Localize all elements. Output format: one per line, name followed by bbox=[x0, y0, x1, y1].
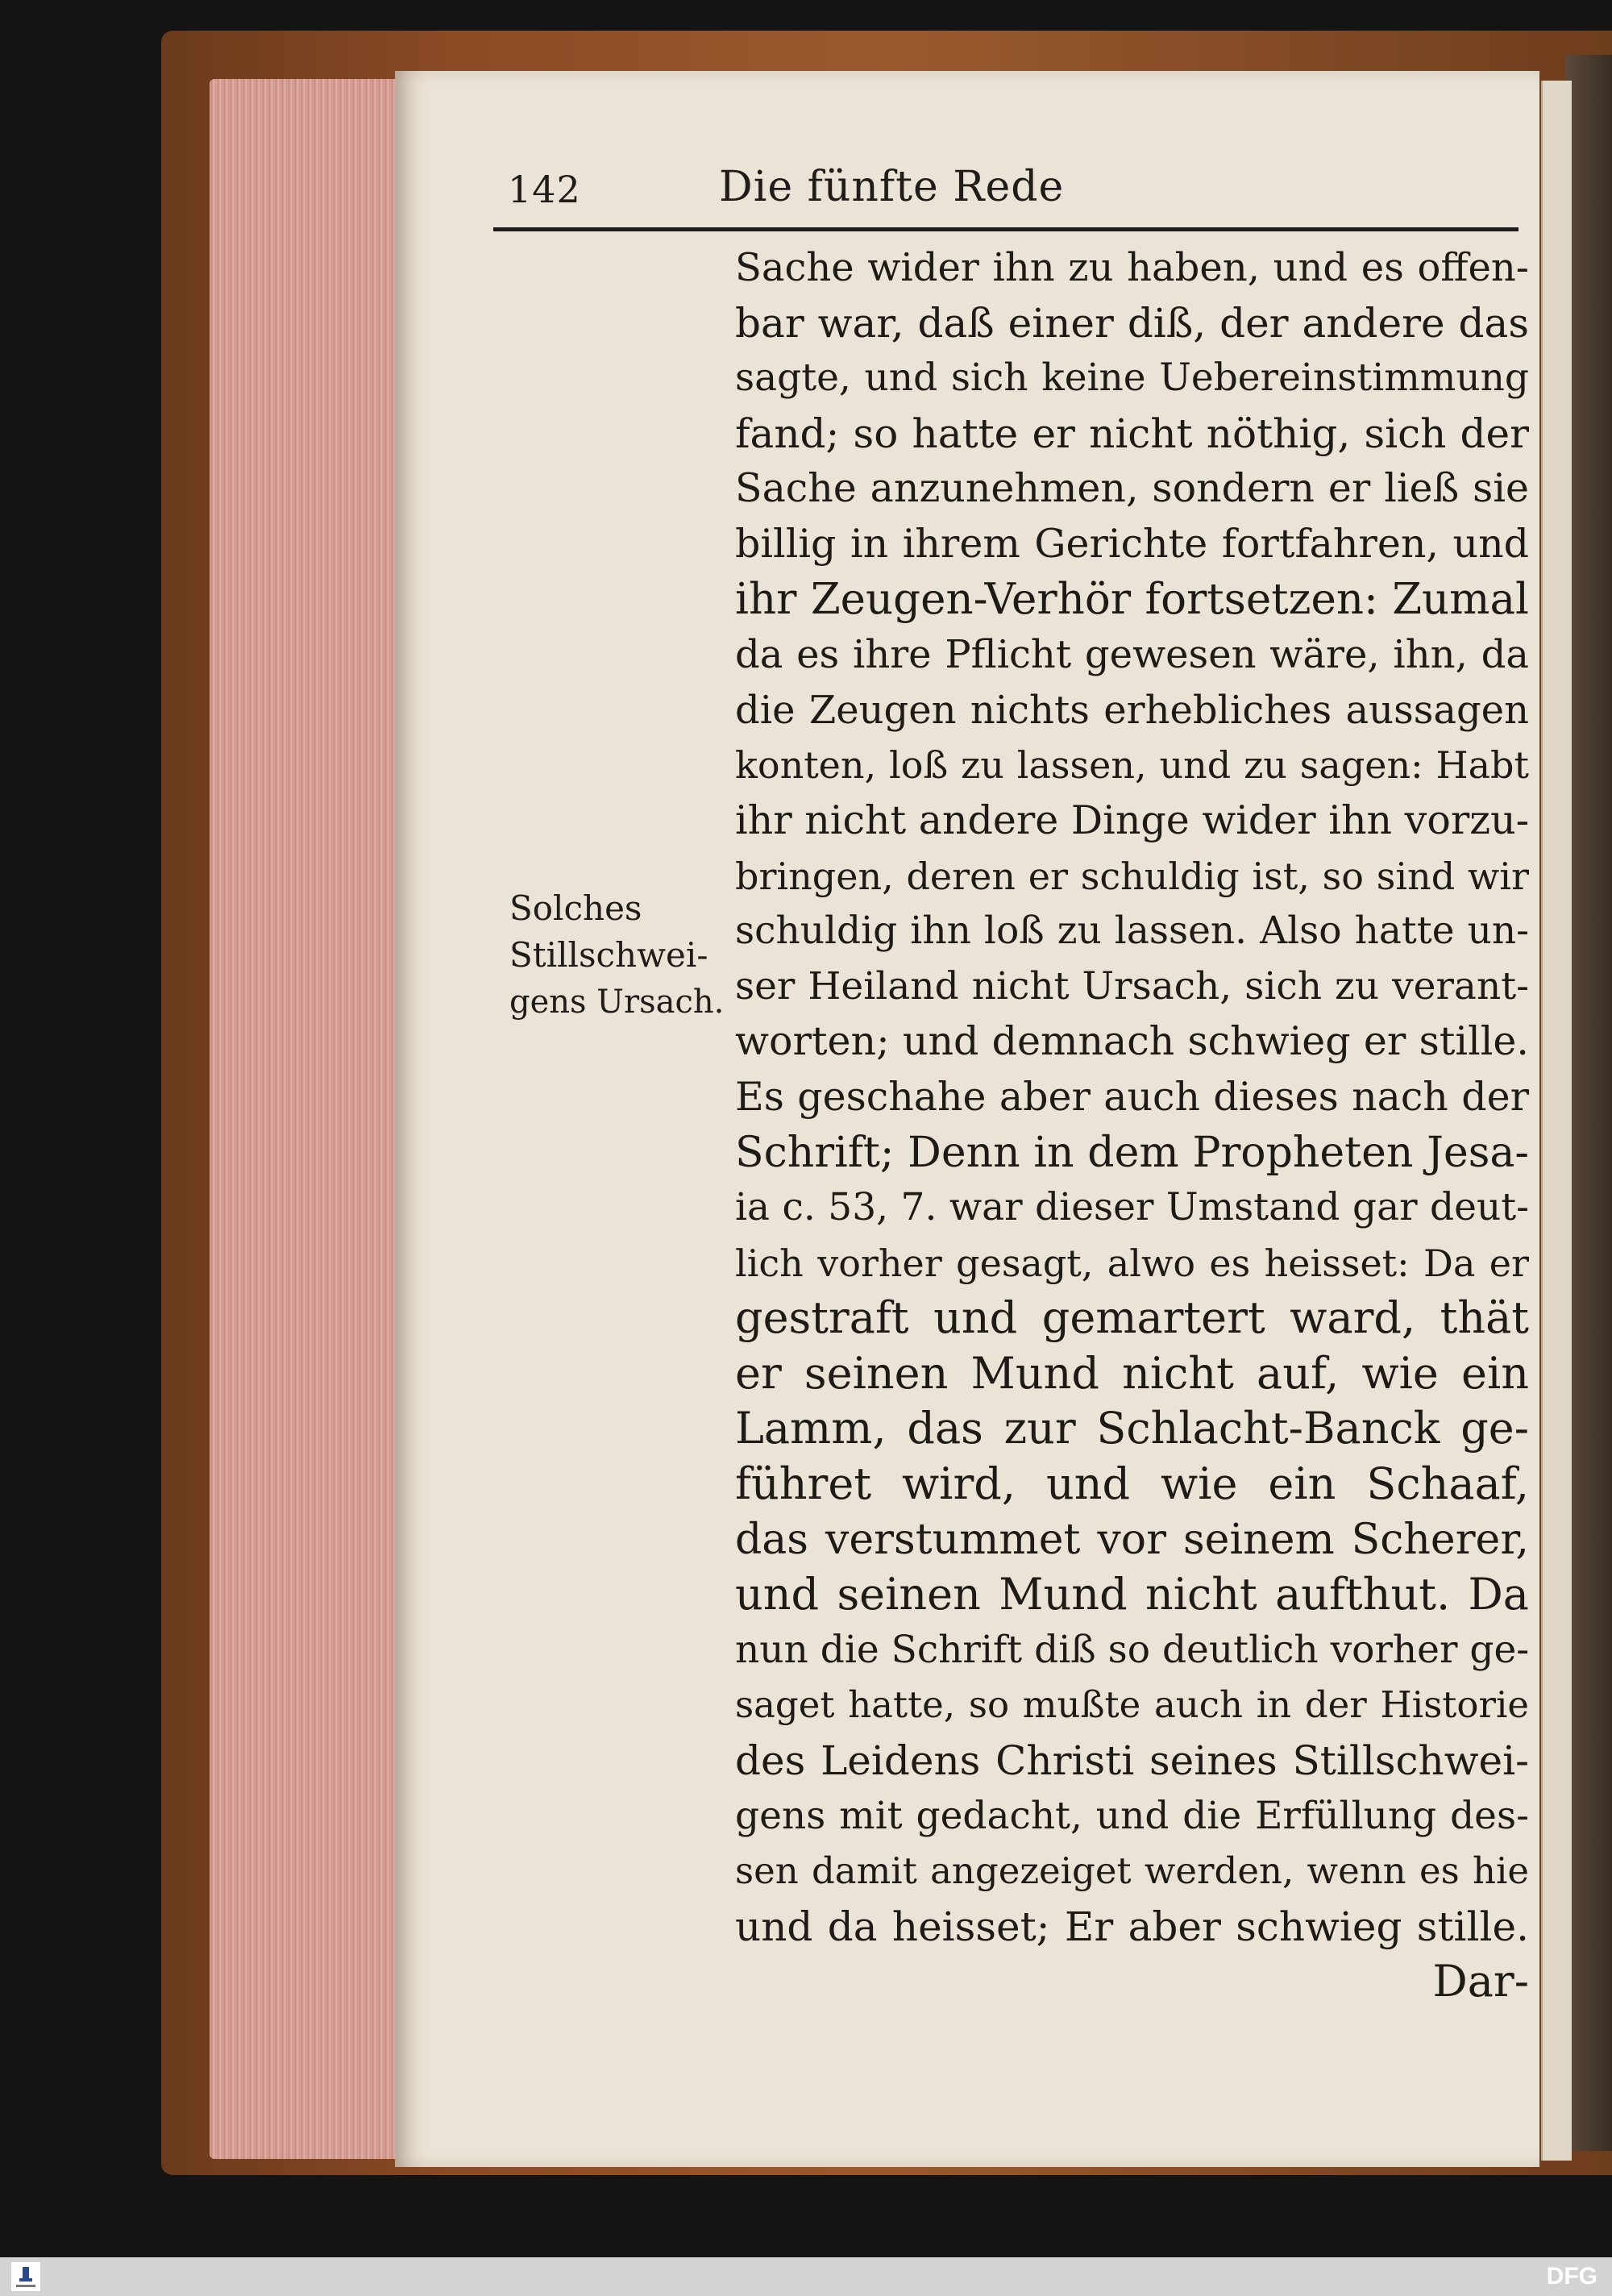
text-line: billig in ihrem Gerichte fortfahren, und bbox=[735, 520, 1529, 567]
text-line: worten; und demnach schwieg er stille. bbox=[735, 1018, 1529, 1065]
text-line: ser Heiland nicht Ursach, sich zu verant- bbox=[735, 963, 1529, 1009]
text-line: Es geschahe aber auch dieses nach der bbox=[735, 1073, 1529, 1120]
text-line: gens mit gedacht, und die Erfüllung des- bbox=[735, 1793, 1529, 1838]
cover-edge-right bbox=[1565, 55, 1612, 2151]
text-line: Lamm, das zur Schlacht-Banck ge- bbox=[735, 1403, 1529, 1454]
text-line: ihr Zeugen-Verhör fortsetzen: Zumal bbox=[735, 574, 1529, 624]
text-line: da es ihre Pflicht gewesen wäre, ihn, da bbox=[735, 632, 1529, 678]
text-line: bringen, deren er schuldig ist, so sind wir bbox=[735, 854, 1529, 898]
marginal-line: gens Ursach. bbox=[509, 984, 725, 1021]
text-line: das verstummet vor seinem Scherer, bbox=[735, 1515, 1529, 1564]
marginal-line: Solches bbox=[509, 888, 642, 928]
running-head bbox=[493, 135, 1519, 231]
text-line: Sache wider ihn zu haben, und es offen- bbox=[735, 245, 1529, 290]
text-line: sen damit angezeiget werden, wenn es hie bbox=[735, 1849, 1529, 1893]
text-line: Schrift; Denn in dem Propheten Jesa- bbox=[735, 1128, 1529, 1177]
text-line: schuldig ihn loß zu lassen. Also hatte un- bbox=[735, 909, 1529, 954]
library-logo-icon bbox=[11, 2262, 40, 2291]
text-line: ia c. 53, 7. war dieser Umstand gar deut- bbox=[735, 1185, 1529, 1230]
text-line: saget hatte, so mußte auch in der Historie bbox=[735, 1683, 1529, 1727]
text-line: bar war, daß einer diß, der andere das bbox=[735, 299, 1529, 347]
facing-page-edge bbox=[1541, 81, 1572, 2161]
text-line: nun die Schrift diß so deutlich vorher ge- bbox=[735, 1627, 1530, 1672]
page-number: 142 bbox=[508, 168, 581, 211]
text-line: konten, loß zu lassen, und zu sagen: Habt bbox=[735, 743, 1529, 788]
running-title: Die fünfte Rede bbox=[719, 163, 1065, 211]
marginal-line: Stillschwei- bbox=[509, 935, 708, 975]
dfg-logo: DFG bbox=[1546, 2263, 1597, 2290]
text-line: fand; so hatte er nicht nöthig, sich der bbox=[735, 410, 1529, 457]
text-line: lich vorher gesagt, alwo es heisset: Da er bbox=[735, 1241, 1529, 1285]
catchword: Dar- bbox=[1432, 1956, 1529, 2007]
text-line: des Leidens Christi seines Stillschwei- bbox=[735, 1737, 1529, 1785]
text-line: und da heisset; Er aber schwieg stille. bbox=[735, 1903, 1529, 1950]
text-line: gestraft und gemartert ward, thät bbox=[735, 1292, 1529, 1344]
viewer-footer-bar bbox=[0, 2257, 1612, 2296]
text-line: ihr nicht andere Dinge wider ihn vorzu- bbox=[735, 797, 1530, 843]
text-line: führet wird, und wie ein Schaaf, bbox=[735, 1458, 1529, 1510]
text-line: sagte, und sich keine Uebereinstimmung bbox=[735, 356, 1529, 401]
text-line: Sache anzunehmen, sondern er ließ sie bbox=[735, 465, 1529, 512]
text-line: die Zeugen nichts erhebliches aussagen bbox=[735, 687, 1529, 733]
text-line: er seinen Mund nicht auf, wie ein bbox=[735, 1347, 1529, 1399]
marginal-note bbox=[509, 885, 727, 1025]
body-text bbox=[735, 240, 1529, 2010]
text-line: und seinen Mund nicht aufthut. Da bbox=[735, 1569, 1529, 1620]
